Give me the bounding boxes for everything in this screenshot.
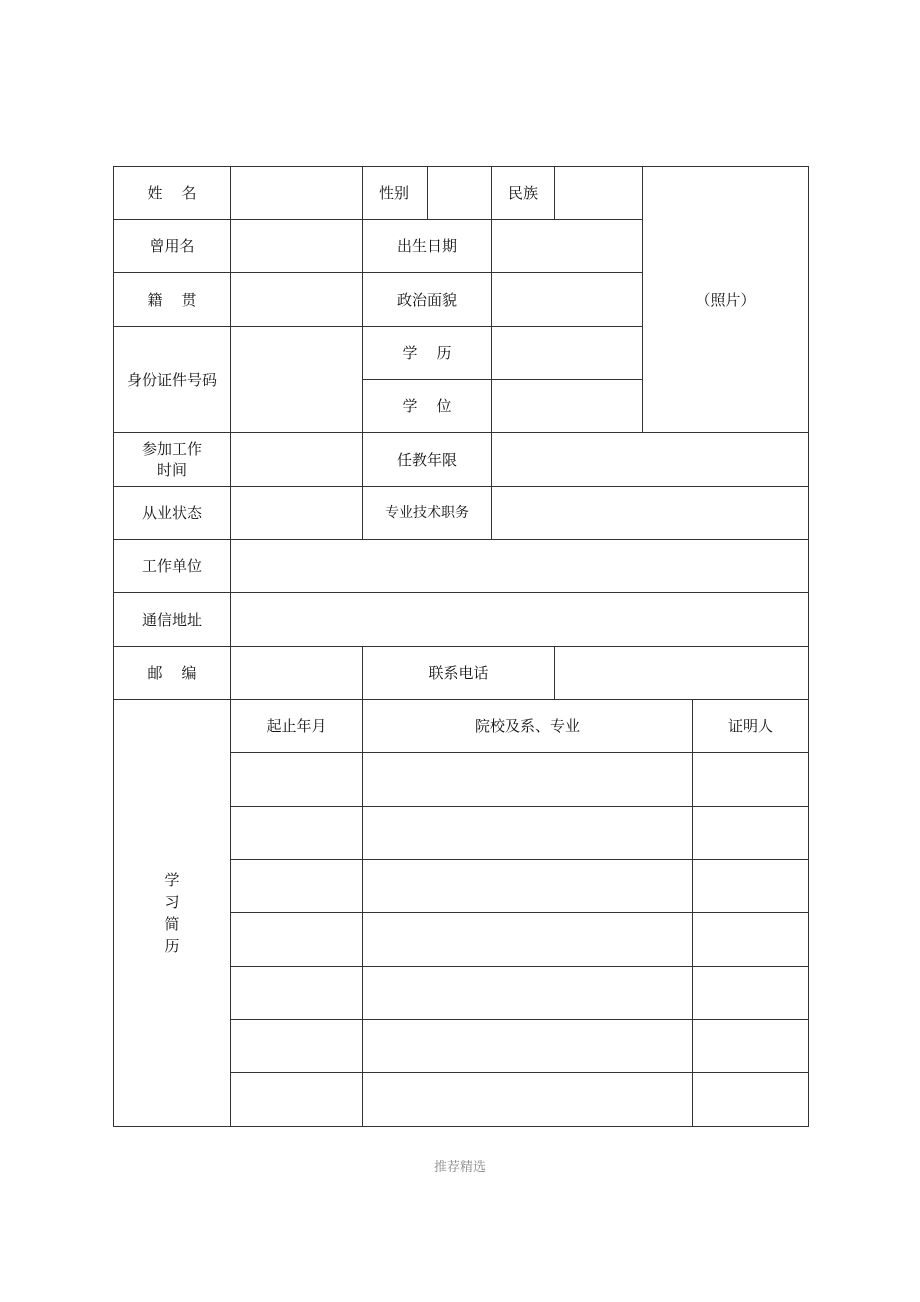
- id-number-label: 身份证件号码: [114, 327, 231, 433]
- native-place-field[interactable]: [231, 273, 363, 327]
- study-witness-cell[interactable]: [693, 967, 809, 1020]
- study-school-cell[interactable]: [363, 967, 693, 1020]
- phone-label: 联系电话: [363, 647, 555, 700]
- work-start-field[interactable]: [231, 433, 363, 487]
- study-period-cell[interactable]: [231, 860, 363, 913]
- study-witness-cell[interactable]: [693, 913, 809, 967]
- study-school-cell[interactable]: [363, 860, 693, 913]
- study-school-cell[interactable]: [363, 1073, 693, 1127]
- study-history-char: 习: [164, 893, 180, 911]
- study-witness-cell[interactable]: [693, 753, 809, 807]
- birth-date-field[interactable]: [492, 220, 643, 273]
- degree-label: 学 位: [363, 380, 492, 433]
- work-start-label-line2: 时间: [156, 460, 187, 479]
- political-status-field[interactable]: [492, 273, 643, 327]
- study-school-cell[interactable]: [363, 807, 693, 860]
- name-label: 姓 名: [114, 167, 231, 220]
- technical-title-label: 专业技术职务: [363, 487, 492, 540]
- study-witness-cell[interactable]: [693, 1073, 809, 1127]
- study-history-label: [114, 700, 231, 1127]
- employment-status-label: 从业状态: [114, 487, 231, 540]
- work-start-label: [114, 433, 231, 487]
- col-witness-header: 证明人: [693, 700, 809, 753]
- col-period-header: 起止年月: [231, 700, 363, 753]
- postcode-field[interactable]: [231, 647, 363, 700]
- technical-title-field[interactable]: [492, 487, 809, 540]
- study-period-cell[interactable]: [231, 1073, 363, 1127]
- name-field[interactable]: [231, 167, 363, 220]
- study-school-cell[interactable]: [363, 913, 693, 967]
- former-name-field[interactable]: [231, 220, 363, 273]
- political-status-label: 政治面貌: [363, 273, 492, 327]
- study-witness-cell[interactable]: [693, 1020, 809, 1073]
- address-label: 通信地址: [114, 593, 231, 647]
- teaching-years-label: 任教年限: [363, 433, 492, 487]
- study-history-char: 历: [164, 937, 180, 955]
- id-number-field[interactable]: [231, 327, 363, 433]
- native-place-label: 籍 贯: [114, 273, 231, 327]
- study-period-cell[interactable]: [231, 807, 363, 860]
- gender-field[interactable]: [428, 167, 492, 220]
- study-period-cell[interactable]: [231, 1020, 363, 1073]
- study-period-cell[interactable]: [231, 753, 363, 807]
- footer-text: 推荐精选: [433, 1160, 486, 1175]
- employment-status-field[interactable]: [231, 487, 363, 540]
- former-name-label: 曾用名: [114, 220, 231, 273]
- study-period-cell[interactable]: [231, 967, 363, 1020]
- education-field[interactable]: [492, 327, 643, 380]
- work-start-label-line1: 参加工作: [141, 439, 202, 458]
- study-period-cell[interactable]: [231, 913, 363, 967]
- ethnicity-field[interactable]: [555, 167, 643, 220]
- address-field[interactable]: [231, 593, 809, 647]
- teaching-years-field[interactable]: [492, 433, 809, 487]
- gender-label: 性别: [363, 167, 428, 220]
- study-history-char: 简: [164, 915, 180, 933]
- phone-field[interactable]: [555, 647, 809, 700]
- study-witness-cell[interactable]: [693, 807, 809, 860]
- col-school-header: 院校及系、专业: [363, 700, 693, 753]
- registration-form-table: [113, 166, 809, 1127]
- ethnicity-label: 民族: [492, 167, 555, 220]
- postcode-label: 邮 编: [114, 647, 231, 700]
- work-unit-label: 工作单位: [114, 540, 231, 593]
- study-school-cell[interactable]: [363, 753, 693, 807]
- photo-box[interactable]: （照片）: [643, 167, 809, 433]
- work-unit-field[interactable]: [231, 540, 809, 593]
- education-label: 学 历: [363, 327, 492, 380]
- study-history-char: 学: [164, 871, 180, 889]
- study-school-cell[interactable]: [363, 1020, 693, 1073]
- birth-date-label: 出生日期: [363, 220, 492, 273]
- degree-field[interactable]: [492, 380, 643, 433]
- study-witness-cell[interactable]: [693, 860, 809, 913]
